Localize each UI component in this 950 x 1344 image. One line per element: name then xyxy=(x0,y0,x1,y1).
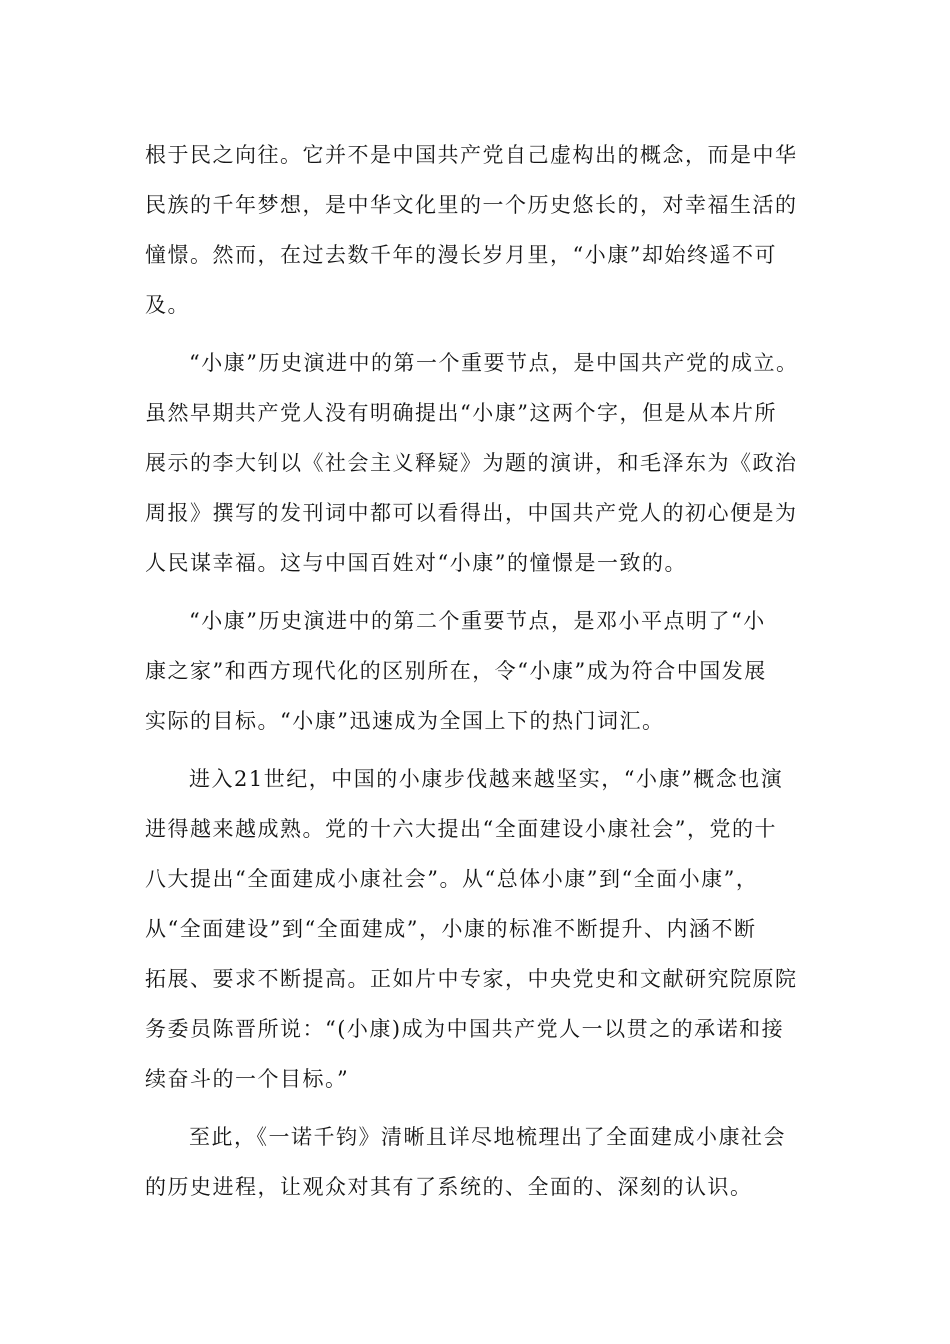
paragraph xyxy=(145,130,810,330)
paragraph xyxy=(145,754,810,1104)
text-line: “小康”历史演进中的第一个重要节点，是中国共产党的成立。 xyxy=(189,351,799,375)
text-line: 务委员陈晋所说：“(小康)成为中国共产党人一以贯之的承诺和接 xyxy=(145,1017,785,1041)
paragraph xyxy=(145,338,810,588)
text-line: 进入21世纪，中国的小康步伐越来越坚实，“小康”概念也演 xyxy=(189,767,784,791)
text-line: 民族的千年梦想，是中华文化里的一个历史悠长的，对幸福生活的 xyxy=(145,193,798,217)
text-line: 续奋斗的一个目标。” xyxy=(145,1067,350,1091)
text-line: 实际的目标。“小康”迅速成为全国上下的热门词汇。 xyxy=(145,709,665,733)
text-line: 虽然早期共产党人没有明确提出“小康”这两个字，但是从本片所 xyxy=(145,401,777,425)
document-body xyxy=(145,130,810,1220)
text-line: 康之家”和西方现代化的区别所在，令“小康”成为符合中国发展 xyxy=(145,659,767,683)
text-line: 八大提出“全面建成小康社会”。从“总体小康”到“全面小康”， xyxy=(145,867,759,891)
text-line: 进得越来越成熟。党的十六大提出“全面建设小康社会”，党的十 xyxy=(145,817,777,841)
text-line: 周报》撰写的发刊词中都可以看得出，中国共产党人的初心便是为 xyxy=(145,501,798,525)
text-line: 根于民之向往。它并不是中国共产党自己虚构出的概念，而是中华 xyxy=(145,143,798,167)
text-line: 的历史进程，让观众对其有了系统的、全面的、深刻的认识。 xyxy=(145,1175,753,1199)
text-line: “小康”历史演进中的第二个重要节点，是邓小平点明了“小 xyxy=(189,609,766,633)
paragraph xyxy=(145,1112,810,1212)
paragraph xyxy=(145,596,810,746)
text-line: 从“全面建设”到“全面建成”，小康的标准不断提升、内涵不断 xyxy=(145,917,757,941)
text-line: 憧憬。然而，在过去数千年的漫长岁月里，“小康”却始终遥不可 xyxy=(145,243,777,267)
text-line: 及。 xyxy=(145,293,190,317)
text-line: 人民谋幸福。这与中国百姓对“小康”的憧憬是一致的。 xyxy=(145,551,687,575)
text-line: 拓展、要求不断提高。正如片中专家，中央党史和文献研究院原院 xyxy=(145,967,798,991)
text-line: 展示的李大钊以《社会主义释疑》为题的演讲，和毛泽东为《政治 xyxy=(145,451,798,475)
text-line: 至此，《一诺千钧》清晰且详尽地梳理出了全面建成小康社会 xyxy=(189,1125,786,1149)
